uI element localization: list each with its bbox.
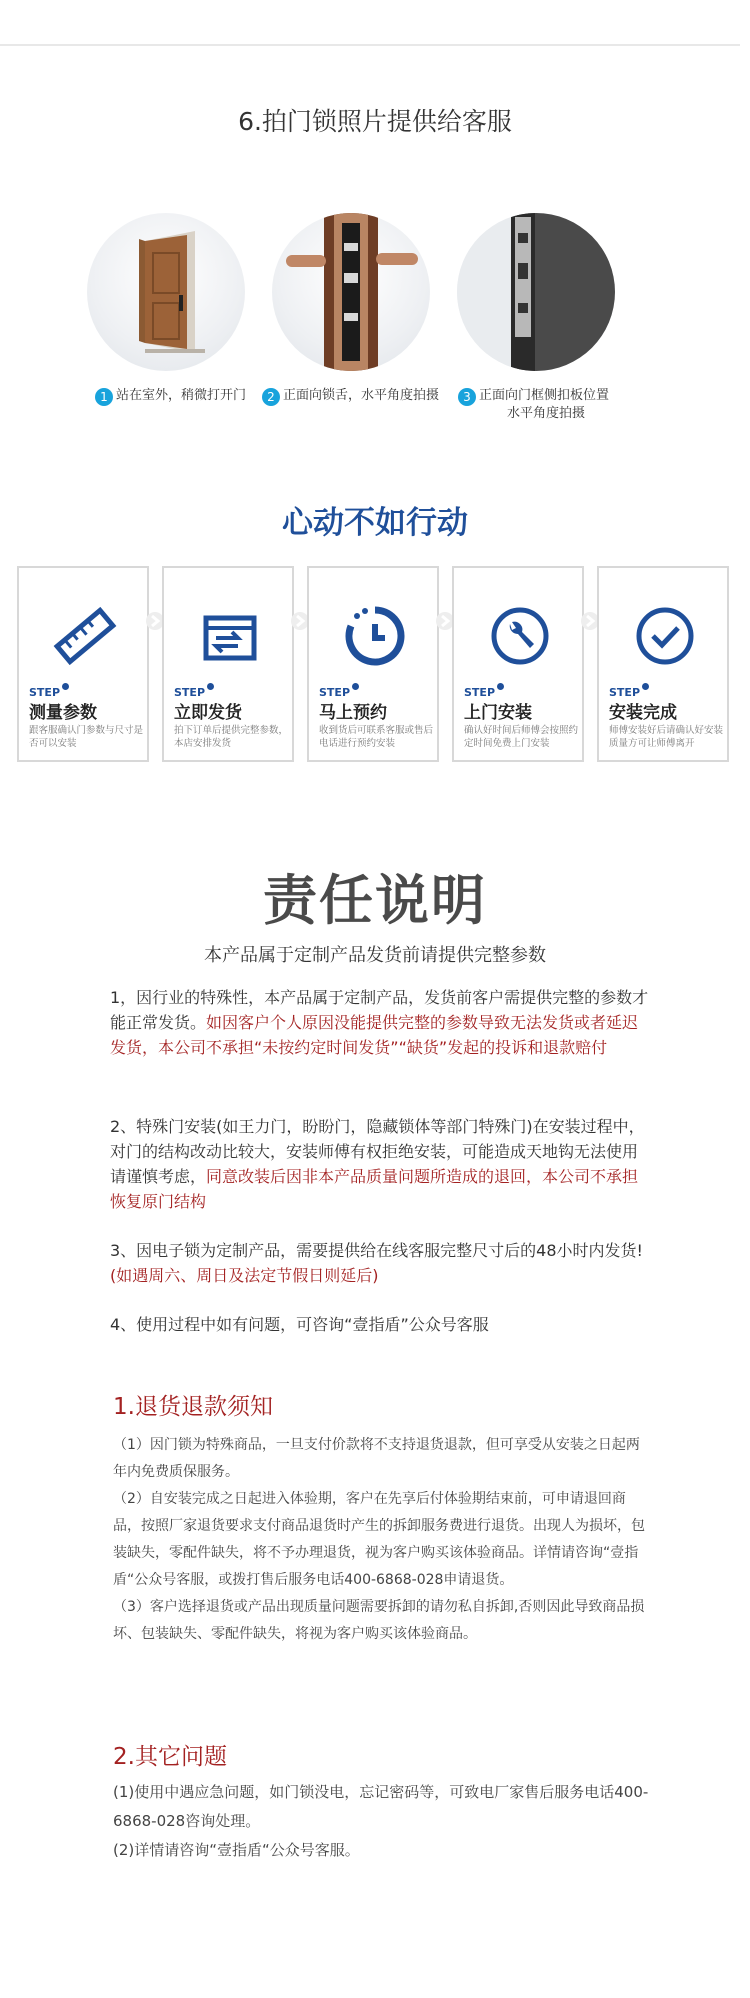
step-card-install — [452, 566, 584, 762]
responsibility-item-2: 2、特殊门安装(如王力门，盼盼门，隐藏锁体等部门特殊门)在安装过程中，对门的结构改动比较大，安装师傅有权拒绝安装，可能造成天地钩无法使用请谨慎考虑，同意改装后因非本产品质量问题所造成的退回，本公司不承担恢复原门结构 — [110, 1117, 645, 1211]
responsibility-item-4: 4、使用过程中如有问题，可咨询“壹指盾”公众号客服 — [110, 1315, 489, 1334]
caption-text: 正面向门框侧扣板位置 — [479, 388, 610, 403]
refund-body — [113, 1432, 653, 1648]
other-item-1: (1)使用中遇应急问题，如门锁没电，忘记密码等，可致电厂家售后服务电话400-6868-028咨询处理。 — [113, 1783, 649, 1830]
other-body — [113, 1778, 673, 1865]
warning-text: (如遇周六、周日及法定节假日则延后) — [110, 1266, 379, 1285]
responsibility-title: 责任说明 — [263, 869, 487, 932]
refund-heading: 1.退货退款须知 — [113, 1394, 273, 1420]
step-label: STEP — [29, 683, 69, 699]
shipping-box-icon — [198, 604, 262, 668]
strike-plate-photo — [457, 213, 615, 371]
step-card-complete — [597, 566, 729, 762]
step-label: STEP — [464, 683, 504, 699]
step-title: 安装完成 — [609, 703, 677, 723]
step-label: STEP — [609, 683, 649, 699]
step-title: 上门安装 — [464, 703, 532, 723]
caption-text: 站在室外，稍微打开门 — [116, 388, 247, 403]
motto-heading: 心动不如行动 — [282, 505, 468, 541]
wrench-icon — [488, 604, 552, 668]
lock-front-photo — [272, 213, 430, 371]
step-number-badge: 3 — [458, 388, 476, 406]
warning-text: 同意改装后因非本产品质量问题所造成的退回，本公司不承担恢复原门结构 — [110, 1167, 639, 1211]
refund-item-3: （3）客户选择退货或产品出现质量问题需要拆卸的请勿私自拆卸,否则因此导致商品损坏、包装缺失、零配件缺失，将视为客户购买该体验商品。 — [113, 1599, 645, 1642]
other-heading: 2.其它问题 — [113, 1744, 227, 1770]
refund-item-2: （2）自安装完成之日起进入体验期，客户在先享后付体验期结束前，可申请退回商品，按照厂家退货要求支付商品退货时产生的拆卸服务费进行退货。出现人为损坏，包装缺失，零配件缺失，将不予办理退货，视为客户购买该体验商品。详情请咨询“壹指盾“公众号客服，或拨打售后服务电话400-6868-028申请退货。 — [113, 1491, 645, 1588]
photo-section-title: 6.拍门锁照片提供给客服 — [238, 107, 512, 136]
step-description: 收到货后可联系客服或售后电话进行预约安装 — [319, 725, 434, 749]
step-title: 测量参数 — [29, 703, 97, 723]
step-description: 确认好时间后师傅会按照约定时间免费上门安装 — [464, 725, 579, 749]
step-title: 马上预约 — [319, 703, 387, 723]
step-description: 跟客服确认门参数与尺寸是否可以安装 — [29, 725, 144, 749]
step-description: 师傅安装好后请确认好安装质量方可让师傅离开 — [609, 725, 724, 749]
step-title: 立即发货 — [174, 703, 242, 723]
responsibility-item-1: 1，因行业的特殊性，本产品属于定制产品，发货前客户需提供完整的参数才能正常发货。如因客户个人原因没能提供完整的参数导致无法发货或者延迟发货，本公司不承担“未按约定时间发货”“缺货”发起的投诉和退款赔付 — [110, 988, 649, 1057]
step-number-badge: 1 — [95, 388, 113, 406]
check-circle-icon — [633, 604, 697, 668]
top-divider — [0, 44, 740, 46]
caption-text: 正面向锁舌，水平角度拍摄 — [283, 388, 440, 403]
step-label: STEP — [174, 683, 214, 699]
clock-icon — [343, 604, 407, 668]
step-description: 拍下订单后提供完整参数，本店安排发货 — [174, 725, 289, 749]
other-item-2: (2)详情请咨询“壹指盾“公众号客服。 — [113, 1841, 360, 1859]
step-card-ship — [162, 566, 294, 762]
ruler-icon — [53, 604, 117, 668]
step-number-badge: 2 — [262, 388, 280, 406]
door-photo — [87, 213, 245, 371]
responsibility-item-3: 3、因电子锁为定制产品，需要提供给在线客服完整尺寸后的48小时内发货!(如遇周六、周日及法定节假日则延后) — [110, 1241, 643, 1285]
photo-caption-3-line2: 水平角度拍摄 — [507, 406, 586, 421]
refund-item-1: （1）因门锁为特殊商品，一旦支付价款将不支持退货退款，但可享受从安装之日起两年内免费质保服务。 — [113, 1437, 640, 1480]
step-card-measure — [17, 566, 149, 762]
photo-caption-1 — [95, 384, 246, 406]
photo-caption-2 — [262, 384, 439, 406]
responsibility-subtitle: 本产品属于定制产品发货前请提供完整参数 — [204, 945, 546, 966]
warning-text: 如因客户个人原因没能提供完整的参数导致无法发货或者延迟发货，本公司不承担“未按约定时间发货”“缺货”发起的投诉和退款赔付 — [110, 1013, 639, 1057]
step-card-appointment — [307, 566, 439, 762]
step-label: STEP — [319, 683, 359, 699]
